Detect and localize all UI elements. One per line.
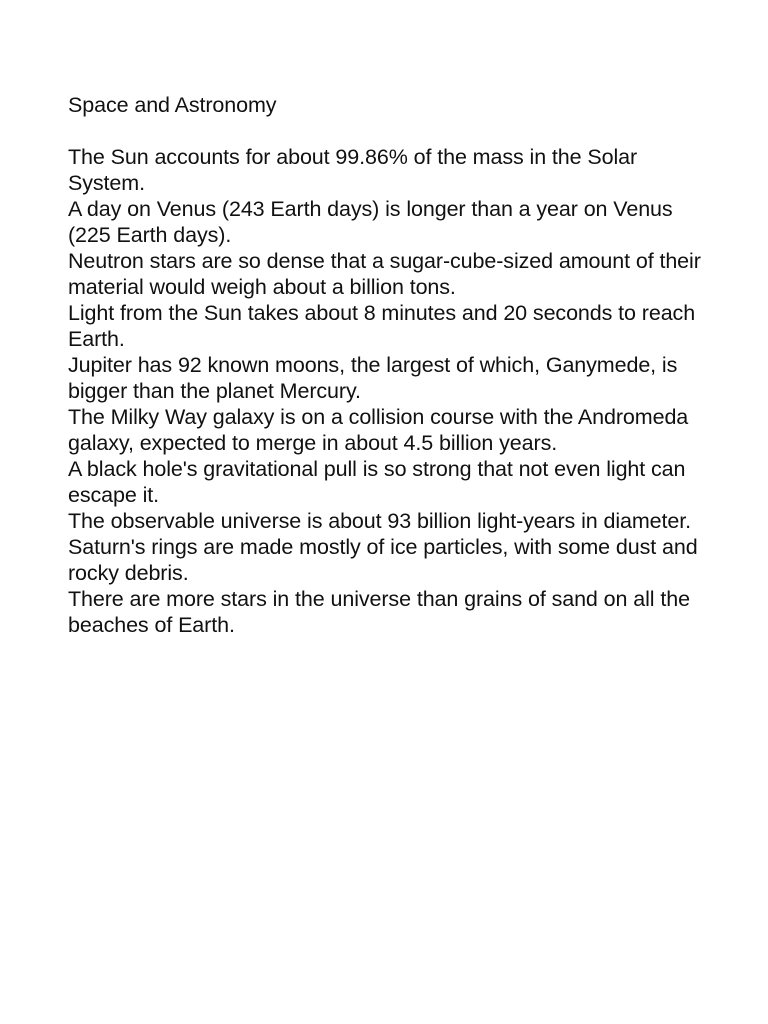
note-title: Space and Astronomy bbox=[68, 93, 277, 117]
note-page bbox=[68, 92, 708, 638]
fact-item: There are more stars in the universe than grains of sand on all the beaches of Earth. bbox=[68, 587, 690, 637]
fact-list bbox=[68, 144, 708, 638]
fact-item: The observable universe is about 93 billion light-years in diameter. bbox=[68, 509, 692, 533]
fact-item: A black hole's gravitational pull is so strong that not even light can escape it. bbox=[68, 457, 686, 507]
fact-item: Jupiter has 92 known moons, the largest of which, Ganymede, is bigger than the planet Mercury. bbox=[68, 353, 678, 403]
fact-item: Saturn's rings are made mostly of ice particles, with some dust and rocky debris. bbox=[68, 535, 698, 585]
blank-line bbox=[68, 118, 708, 144]
fact-item: The Sun accounts for about 99.86% of the mass in the Solar System. bbox=[68, 145, 638, 195]
fact-item: A day on Venus (243 Earth days) is longer than a year on Venus (225 Earth days). bbox=[68, 197, 673, 247]
fact-item: The Milky Way galaxy is on a collision course with the Andromeda galaxy, expected to merge in about 4.5 billion years. bbox=[68, 405, 689, 455]
fact-item: Neutron stars are so dense that a sugar-cube-sized amount of their material would weigh about a billion tons. bbox=[68, 249, 701, 299]
fact-item: Light from the Sun takes about 8 minutes and 20 seconds to reach Earth. bbox=[68, 301, 696, 351]
